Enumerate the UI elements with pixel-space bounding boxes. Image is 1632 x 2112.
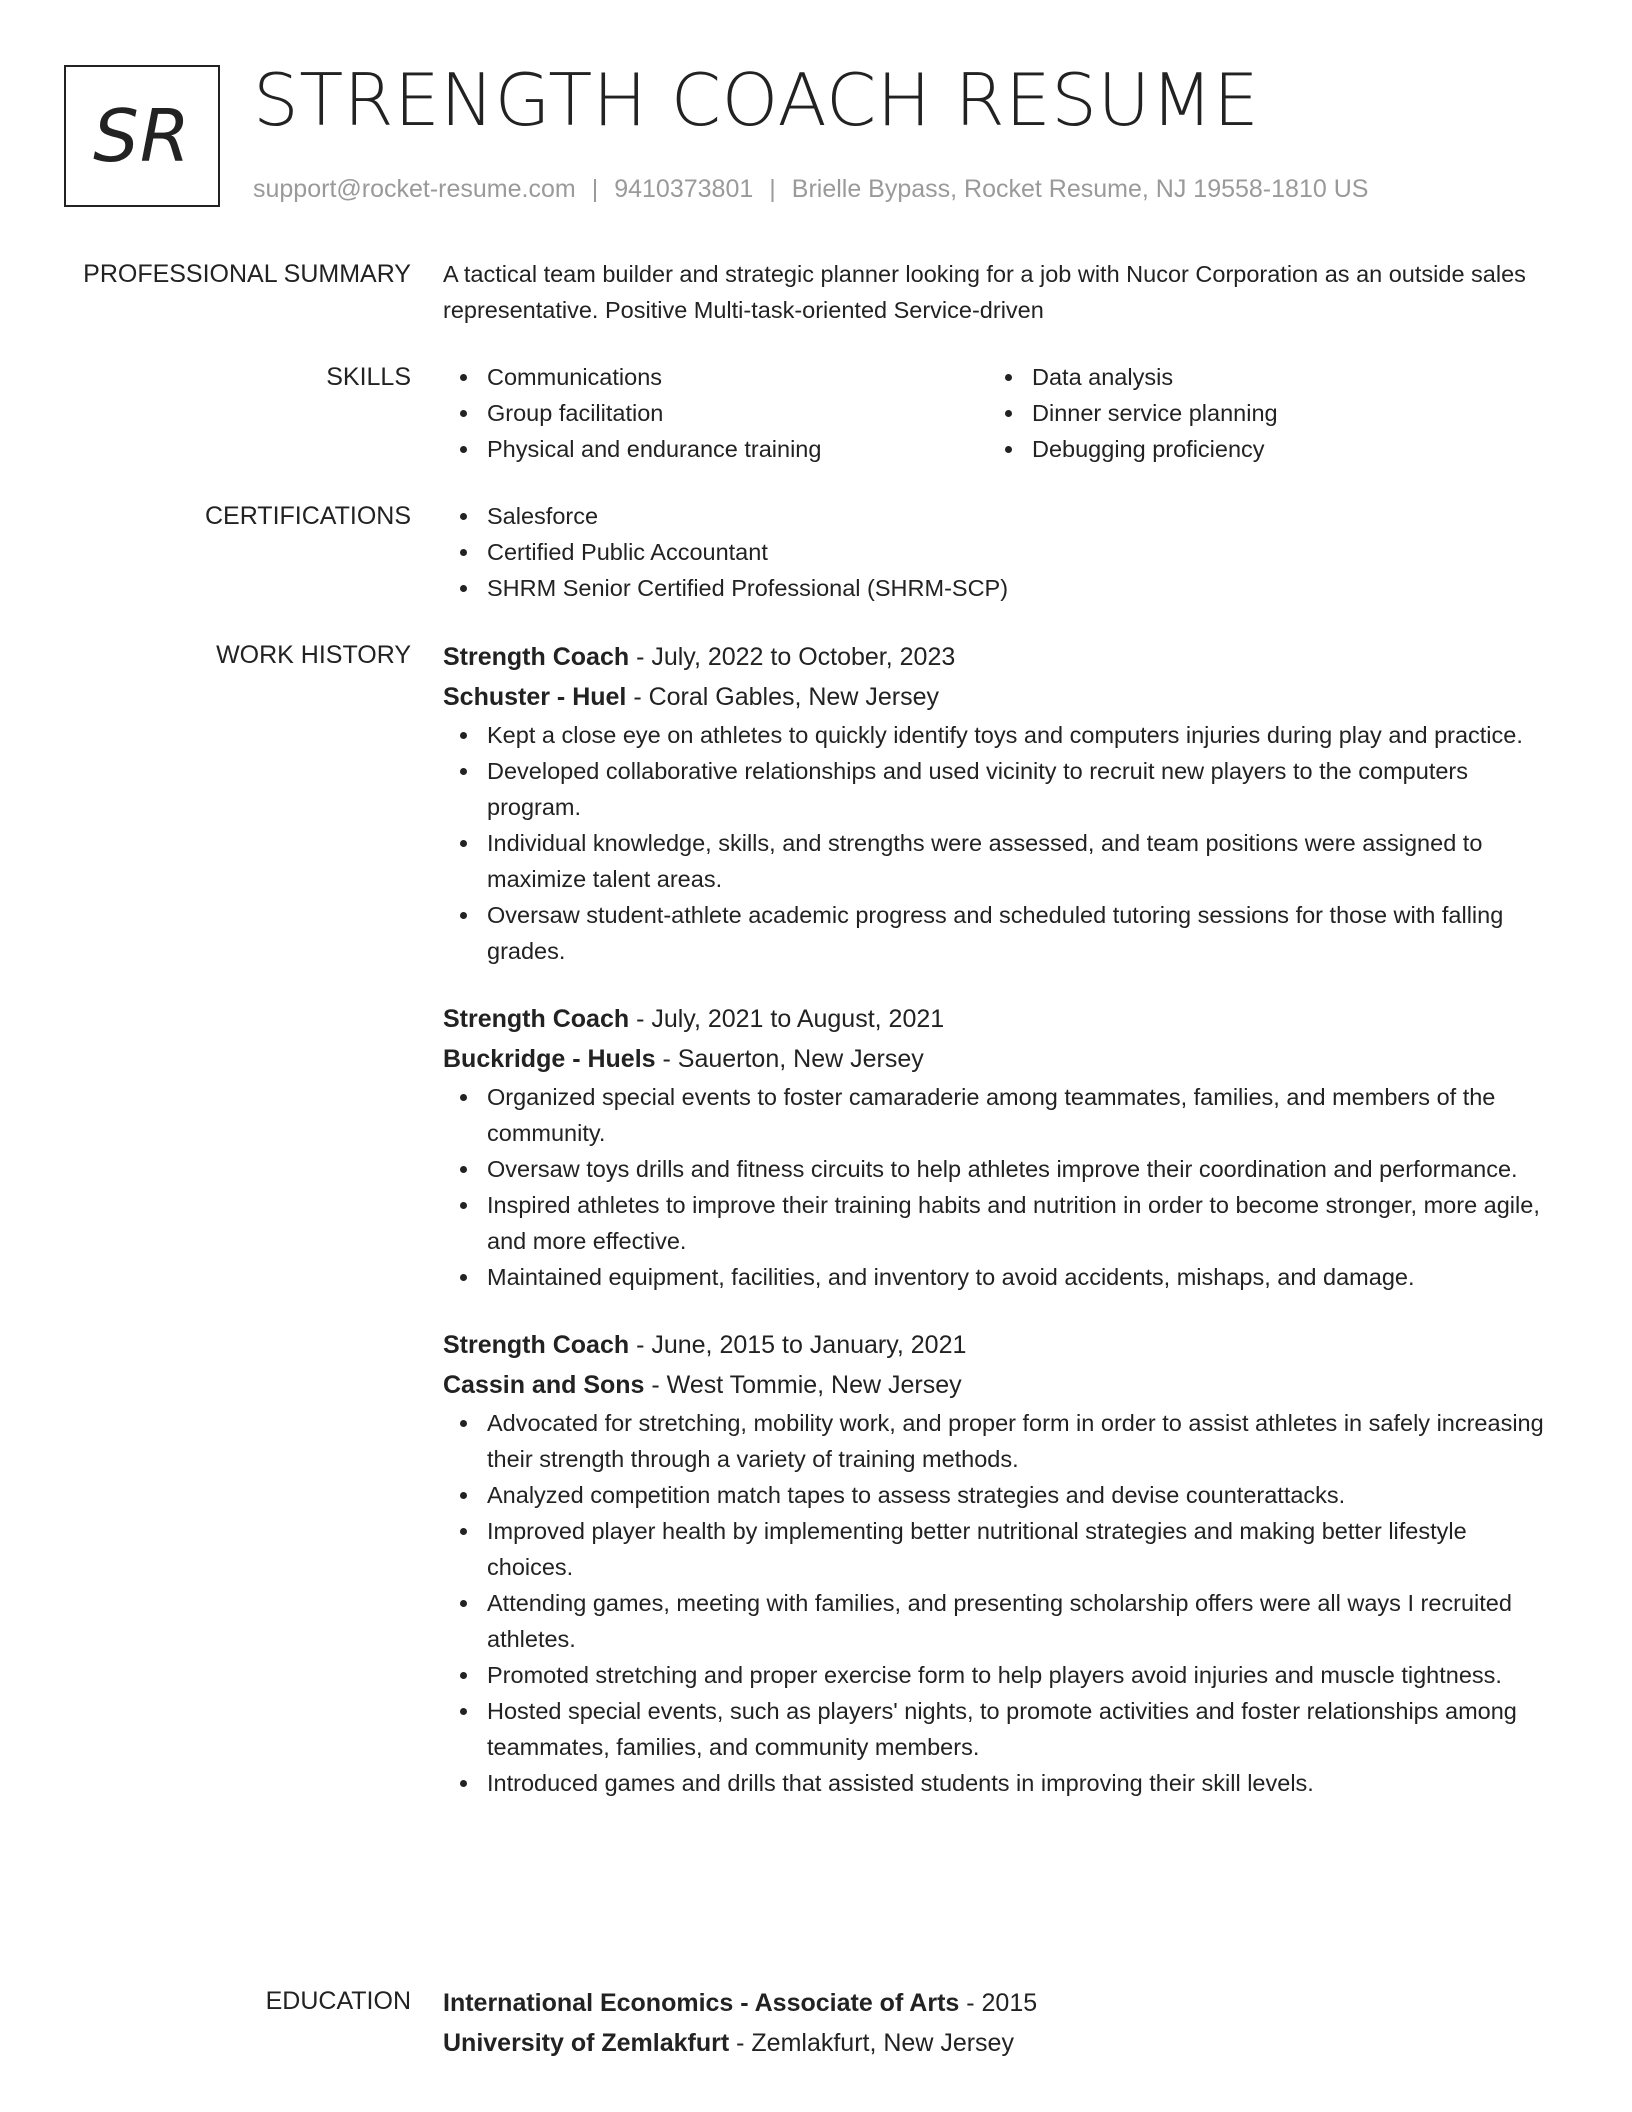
job-bullets bbox=[443, 1405, 1553, 1801]
education-school-line bbox=[443, 2023, 1553, 2063]
job-bullet: Advocated for stretching, mobility work, and proper form in order to assist athletes in safely increasing their strength through a variety of training methods. bbox=[487, 1405, 1553, 1477]
section-label-summary: PROFESSIONAL SUMMARY bbox=[83, 260, 411, 288]
skill-item: Debugging proficiency bbox=[1032, 431, 1533, 467]
skills-body bbox=[443, 359, 1553, 467]
job-company: Buckridge - Huels bbox=[443, 1045, 656, 1073]
job-bullet: Inspired athletes to improve their training habits and nutrition in order to become stronger, more agile, and more effective. bbox=[487, 1187, 1553, 1259]
job-dates: - June, 2015 to January, 2021 bbox=[629, 1331, 967, 1359]
monogram-logo: SR bbox=[64, 65, 220, 207]
summary-text: A tactical team builder and strategic planner looking for a job with Nucor Corporation as an outside sales representative. Positive Multi-task-oriented Service-driven bbox=[443, 261, 1526, 323]
section-label-work-history: WORK HISTORY bbox=[216, 641, 411, 669]
section-label-skills: SKILLS bbox=[326, 363, 411, 391]
job-location: - Sauerton, New Jersey bbox=[655, 1045, 924, 1073]
job-bullet: Improved player health by implementing better nutritional strategies and making better lifestyle choices. bbox=[487, 1513, 1553, 1585]
skill-item: Dinner service planning bbox=[1032, 395, 1533, 431]
job-dates: - July, 2021 to August, 2021 bbox=[629, 1005, 945, 1033]
certifications-body bbox=[443, 498, 1553, 606]
job-bullet: Introduced games and drills that assisted students in improving their skill levels. bbox=[487, 1765, 1553, 1801]
job-company: Schuster - Huel bbox=[443, 683, 627, 711]
job-title-line bbox=[443, 1325, 1553, 1365]
contact-separator: | bbox=[769, 175, 776, 203]
job-bullets bbox=[443, 717, 1553, 969]
job-bullet: Attending games, meeting with families, and presenting scholarship offers were all ways I recruited athletes. bbox=[487, 1585, 1553, 1657]
job-bullets bbox=[443, 1079, 1553, 1295]
job-bullet: Individual knowledge, skills, and strengths were assessed, and team positions were assigned to maximize talent areas. bbox=[487, 825, 1553, 897]
contact-separator: | bbox=[591, 175, 599, 203]
job-location: - Coral Gables, New Jersey bbox=[626, 683, 939, 711]
job-company-line bbox=[443, 677, 1553, 717]
job-bullet: Analyzed competition match tapes to assess strategies and devise counterattacks. bbox=[487, 1477, 1553, 1513]
job-title: Strength Coach bbox=[443, 643, 630, 671]
certifications-list bbox=[443, 498, 1553, 606]
job-entry bbox=[443, 1325, 1553, 1801]
education-location: - Zemlakfurt, New Jersey bbox=[729, 2029, 1014, 2057]
education-body bbox=[443, 1983, 1553, 2063]
resume-title: STRENGTH COACH RESUME bbox=[253, 58, 1260, 142]
skill-item: Group facilitation bbox=[487, 395, 988, 431]
summary-body bbox=[443, 256, 1553, 328]
job-bullet: Promoted stretching and proper exercise form to help players avoid injuries and muscle tightness. bbox=[487, 1657, 1553, 1693]
certification-item: SHRM Senior Certified Professional (SHRM-SCP) bbox=[487, 570, 1553, 606]
skill-item: Physical and endurance training bbox=[487, 431, 988, 467]
education-degree-line bbox=[443, 1983, 1553, 2023]
job-title-line bbox=[443, 637, 1553, 677]
certification-item: Salesforce bbox=[487, 498, 1553, 534]
contact-line bbox=[253, 173, 1368, 205]
job-bullet: Maintained equipment, facilities, and inventory to avoid accidents, mishaps, and damage. bbox=[487, 1259, 1553, 1295]
job-entry bbox=[443, 999, 1553, 1295]
work-history-body bbox=[443, 637, 1553, 1831]
skills-list bbox=[443, 359, 988, 467]
job-title-line bbox=[443, 999, 1553, 1039]
education-school: University of Zemlakfurt bbox=[443, 2029, 730, 2057]
contact-address: Brielle Bypass, Rocket Resume, NJ 19558-1810 US bbox=[791, 175, 1369, 203]
job-dates: - July, 2022 to October, 2023 bbox=[629, 643, 956, 671]
job-bullet: Organized special events to foster camaraderie among teammates, families, and members of the community. bbox=[487, 1079, 1553, 1151]
job-company: Cassin and Sons bbox=[443, 1371, 645, 1399]
contact-phone: 9410373801 bbox=[614, 175, 754, 203]
section-label-certifications: CERTIFICATIONS bbox=[204, 502, 411, 530]
skills-column-2 bbox=[988, 359, 1533, 467]
skill-item: Communications bbox=[487, 359, 988, 395]
job-bullet: Oversaw toys drills and fitness circuits to help athletes improve their coordination and performance. bbox=[487, 1151, 1553, 1187]
contact-email: support@rocket-resume.com bbox=[253, 175, 576, 203]
skills-column-1 bbox=[443, 359, 988, 467]
job-location: - West Tommie, New Jersey bbox=[644, 1371, 962, 1399]
certification-item: Certified Public Accountant bbox=[487, 534, 1553, 570]
job-entry bbox=[443, 637, 1553, 969]
skills-list bbox=[988, 359, 1533, 467]
job-title: Strength Coach bbox=[443, 1331, 630, 1359]
job-bullet: Oversaw student-athlete academic progress and scheduled tutoring sessions for those with falling grades. bbox=[487, 897, 1553, 969]
section-label-education: EDUCATION bbox=[265, 1987, 411, 2015]
job-bullet: Kept a close eye on athletes to quickly identify toys and computers injuries during play and practice. bbox=[487, 717, 1553, 753]
education-degree: International Economics - Associate of Arts bbox=[443, 1989, 960, 2017]
job-bullet: Hosted special events, such as players' nights, to promote activities and foster relationships among teammates, families, and community members. bbox=[487, 1693, 1553, 1765]
job-company-line bbox=[443, 1365, 1553, 1405]
job-bullet: Developed collaborative relationships and used vicinity to recruit new players to the computers program. bbox=[487, 753, 1553, 825]
skill-item: Data analysis bbox=[1032, 359, 1533, 395]
job-company-line bbox=[443, 1039, 1553, 1079]
education-year: - 2015 bbox=[959, 1989, 1038, 2017]
job-title: Strength Coach bbox=[443, 1005, 630, 1033]
